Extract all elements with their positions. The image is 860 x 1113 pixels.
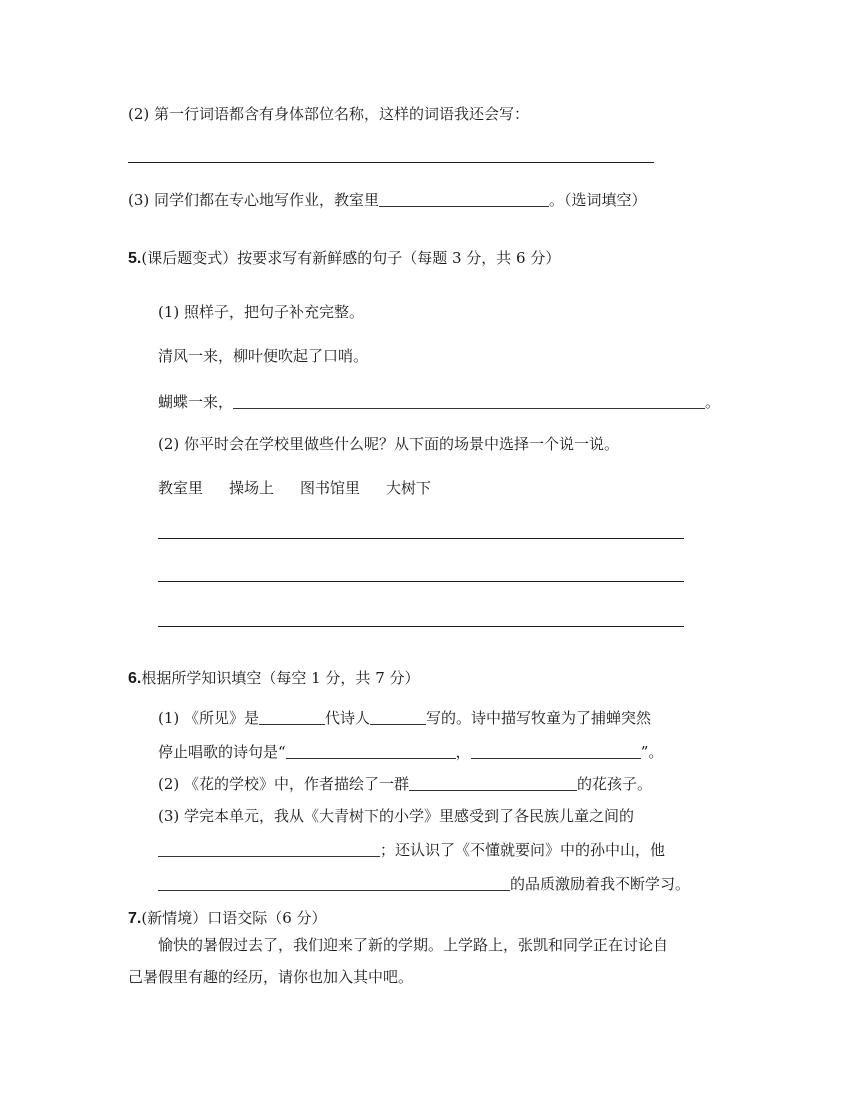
answer-blank[interactable] xyxy=(259,710,325,725)
scene-option: 大树下 xyxy=(386,479,432,497)
answer-line[interactable] xyxy=(158,581,684,582)
q6-text: 的品质激励着我不断学习。 xyxy=(510,875,691,893)
q7-heading xyxy=(128,908,327,929)
answer-blank[interactable] xyxy=(158,876,510,891)
answer-blank[interactable] xyxy=(409,776,577,791)
answer-blank[interactable] xyxy=(286,744,456,759)
answer-blank[interactable] xyxy=(158,842,380,857)
q7-paragraph-line1: 愉快的暑假过去了，我们迎来了新的学期。上学路上，张凯和同学正在讨论自 xyxy=(158,936,669,954)
q5-scenes xyxy=(158,478,431,498)
scene-option: 操场上 xyxy=(229,479,275,497)
q4-sub3-text-pre: (3) 同学们都在专心地写作业，教室里 xyxy=(128,191,380,209)
q6-text: 写的。诗中描写牧童为了捕蝉突然 xyxy=(426,709,652,727)
answer-line[interactable] xyxy=(158,626,684,627)
q6-number: 6. xyxy=(128,670,142,687)
q5-example-sentence: 清风一来，柳叶便吹起了口哨。 xyxy=(158,347,369,365)
q6-text: ”。 xyxy=(640,743,664,761)
q7-paragraph-line2: 己暑假里有趣的经历，请你也加入其中吧。 xyxy=(128,968,414,986)
scene-option: 图书馆里 xyxy=(300,479,361,497)
q6-text: 代诗人 xyxy=(325,709,371,727)
q6-text: 的花孩子。 xyxy=(577,775,653,793)
answer-blank[interactable] xyxy=(370,710,426,725)
q6-text: (1) 《所见》是 xyxy=(158,709,260,727)
answer-blank[interactable] xyxy=(379,192,549,207)
q6-sub1-line1 xyxy=(158,708,651,728)
q5-prompt-post: 。 xyxy=(705,393,721,411)
q6-heading xyxy=(128,668,420,689)
q7-number: 7. xyxy=(128,910,142,927)
answer-line[interactable] xyxy=(158,538,684,539)
q6-sub1-line2 xyxy=(158,742,663,762)
q5-sub1: (1) 照样子，把句子补充完整。 xyxy=(158,303,365,321)
q6-text: ；还认识了《不懂就要问》中的孙中山，他 xyxy=(380,841,666,859)
q5-heading xyxy=(128,248,560,269)
q6-text: (2) 《花的学校》中，作者描绘了一群 xyxy=(158,775,410,793)
q5-prompt-pre: 蝴蝶一来， xyxy=(158,393,234,411)
q6-sub3-line3 xyxy=(158,874,690,894)
q7-title: (新情境）口语交际（6 分） xyxy=(141,909,327,927)
q4-sub3-text-post: 。（选词填空） xyxy=(549,191,647,209)
answer-blank[interactable] xyxy=(233,394,705,409)
q4-sub3 xyxy=(128,190,647,210)
q6-sub3-line1: (3) 学完本单元，我从《大青树下的小学》里感受到了各民族儿童之间的 xyxy=(158,807,635,825)
q5-number: 5. xyxy=(128,250,142,267)
q6-title: 根据所学知识填空（每空 1 分，共 7 分） xyxy=(141,669,420,687)
answer-line[interactable] xyxy=(128,162,654,163)
answer-blank[interactable] xyxy=(471,744,641,759)
q6-sub3-line2 xyxy=(158,840,665,860)
q5-prompt xyxy=(158,392,720,412)
q4-sub2-text: (2) 第一行词语都含有身体部位名称，这样的词语我还会写： xyxy=(128,105,530,123)
q6-sub2 xyxy=(158,774,652,794)
q5-sub2: (2) 你平时会在学校里做些什么呢？从下面的场景中选择一个说一说。 xyxy=(158,435,620,453)
q6-text: ， xyxy=(455,743,471,761)
q6-text: 停止唱歌的诗句是“ xyxy=(158,743,286,761)
q5-title: (课后题变式）按要求写有新鲜感的句子（每题 3 分，共 6 分） xyxy=(141,249,561,267)
scene-option: 教室里 xyxy=(158,479,204,497)
